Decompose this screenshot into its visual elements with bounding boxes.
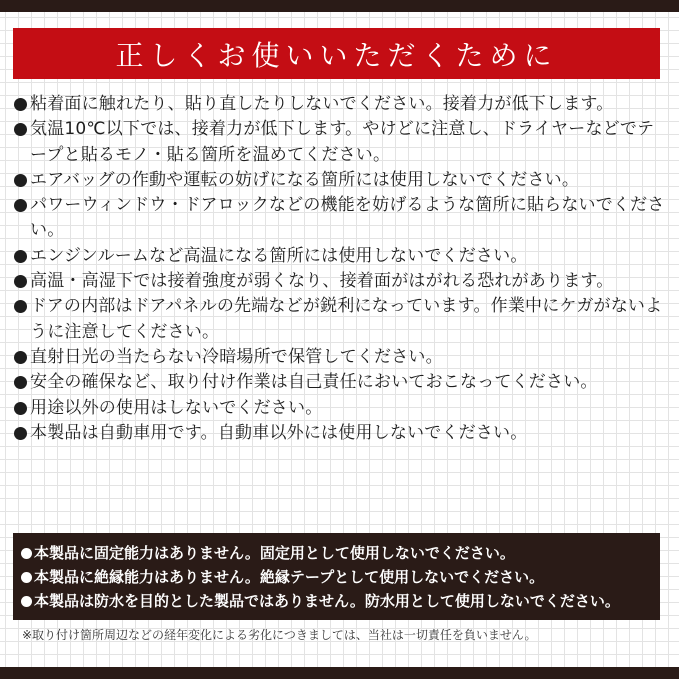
bullet-icon	[14, 376, 27, 389]
bullet-icon	[14, 427, 27, 440]
notice-text: 本製品は防水を目的とした製品ではありません。防水用として使用しないでください。	[34, 592, 620, 610]
bullet-icon	[14, 98, 27, 111]
list-item	[14, 244, 666, 269]
notice-text: 本製品に固定能力はありません。固定用として使用しないでください。	[34, 544, 515, 562]
list-item	[14, 294, 666, 345]
bullet-icon	[14, 199, 27, 212]
bullet-icon	[14, 174, 27, 187]
caution-text: 用途以外の使用はしないでください。	[30, 397, 323, 418]
footnote: ※取り付け箇所周辺などの経年変化による劣化につきましては、当社は一切責任を負いません。	[22, 628, 537, 642]
caution-text: パワーウィンドウ・ドアロックなどの機能を妨げるような箇所に貼らないでください。	[30, 195, 665, 241]
list-item	[14, 396, 666, 421]
caution-text: 粘着面に触れたり、貼り直したりしないでください。接着力が低下します。	[30, 94, 614, 114]
bullet-icon	[14, 123, 27, 136]
caution-text: ドアの内部はドアパネルの先端などが鋭利になっています。作業中にケガがないように注意してください。	[30, 296, 663, 342]
caution-text: 気温10℃以下では、接着力が低下します。やけどに注意し、ドライヤーなどでテープと貼るモノ・貼る箇所を温めてください。	[30, 119, 655, 165]
list-item	[14, 168, 666, 193]
bullet-icon	[21, 548, 32, 559]
bullet-icon	[14, 402, 27, 415]
list-item	[14, 193, 666, 244]
top-border-bar	[0, 0, 679, 12]
list-item	[14, 92, 666, 117]
bullet-icon	[14, 275, 27, 288]
notice-box	[13, 533, 660, 620]
caution-text: エアバッグの作動や運転の妨げになる箇所には使用しないでください。	[30, 169, 580, 190]
list-item	[14, 421, 666, 446]
list-item	[14, 345, 666, 370]
bullet-icon	[21, 572, 32, 583]
bullet-icon	[21, 596, 32, 607]
bullet-icon	[14, 351, 27, 364]
bullet-icon	[14, 300, 27, 313]
list-item	[14, 370, 666, 395]
list-item	[14, 117, 666, 168]
bullet-icon	[14, 250, 27, 263]
list-item	[14, 269, 666, 294]
caution-text: エンジンルームなど高温になる箇所には使用しないでください。	[30, 245, 528, 266]
page-title: 正しくお使いいただくために	[13, 28, 660, 79]
caution-text: 本製品は自動車用です。自動車以外には使用しないでください。	[30, 422, 528, 443]
notice-item	[21, 589, 660, 613]
caution-text: 安全の確保など、取り付け作業は自己責任においておこなってください。	[30, 372, 598, 393]
caution-list	[14, 92, 666, 446]
notice-text: 本製品に絶縁能力はありません。絶縁テープとして使用しないでください。	[34, 568, 545, 586]
bottom-border-bar	[0, 667, 679, 679]
notice-item	[21, 565, 660, 589]
caution-text: 高温・高湿下では接着強度が弱くなり、接着面がはがれる恐れがあります。	[30, 271, 614, 292]
notice-item	[21, 541, 660, 565]
caution-text: 直射日光の当たらない冷暗場所で保管してください。	[30, 346, 443, 367]
